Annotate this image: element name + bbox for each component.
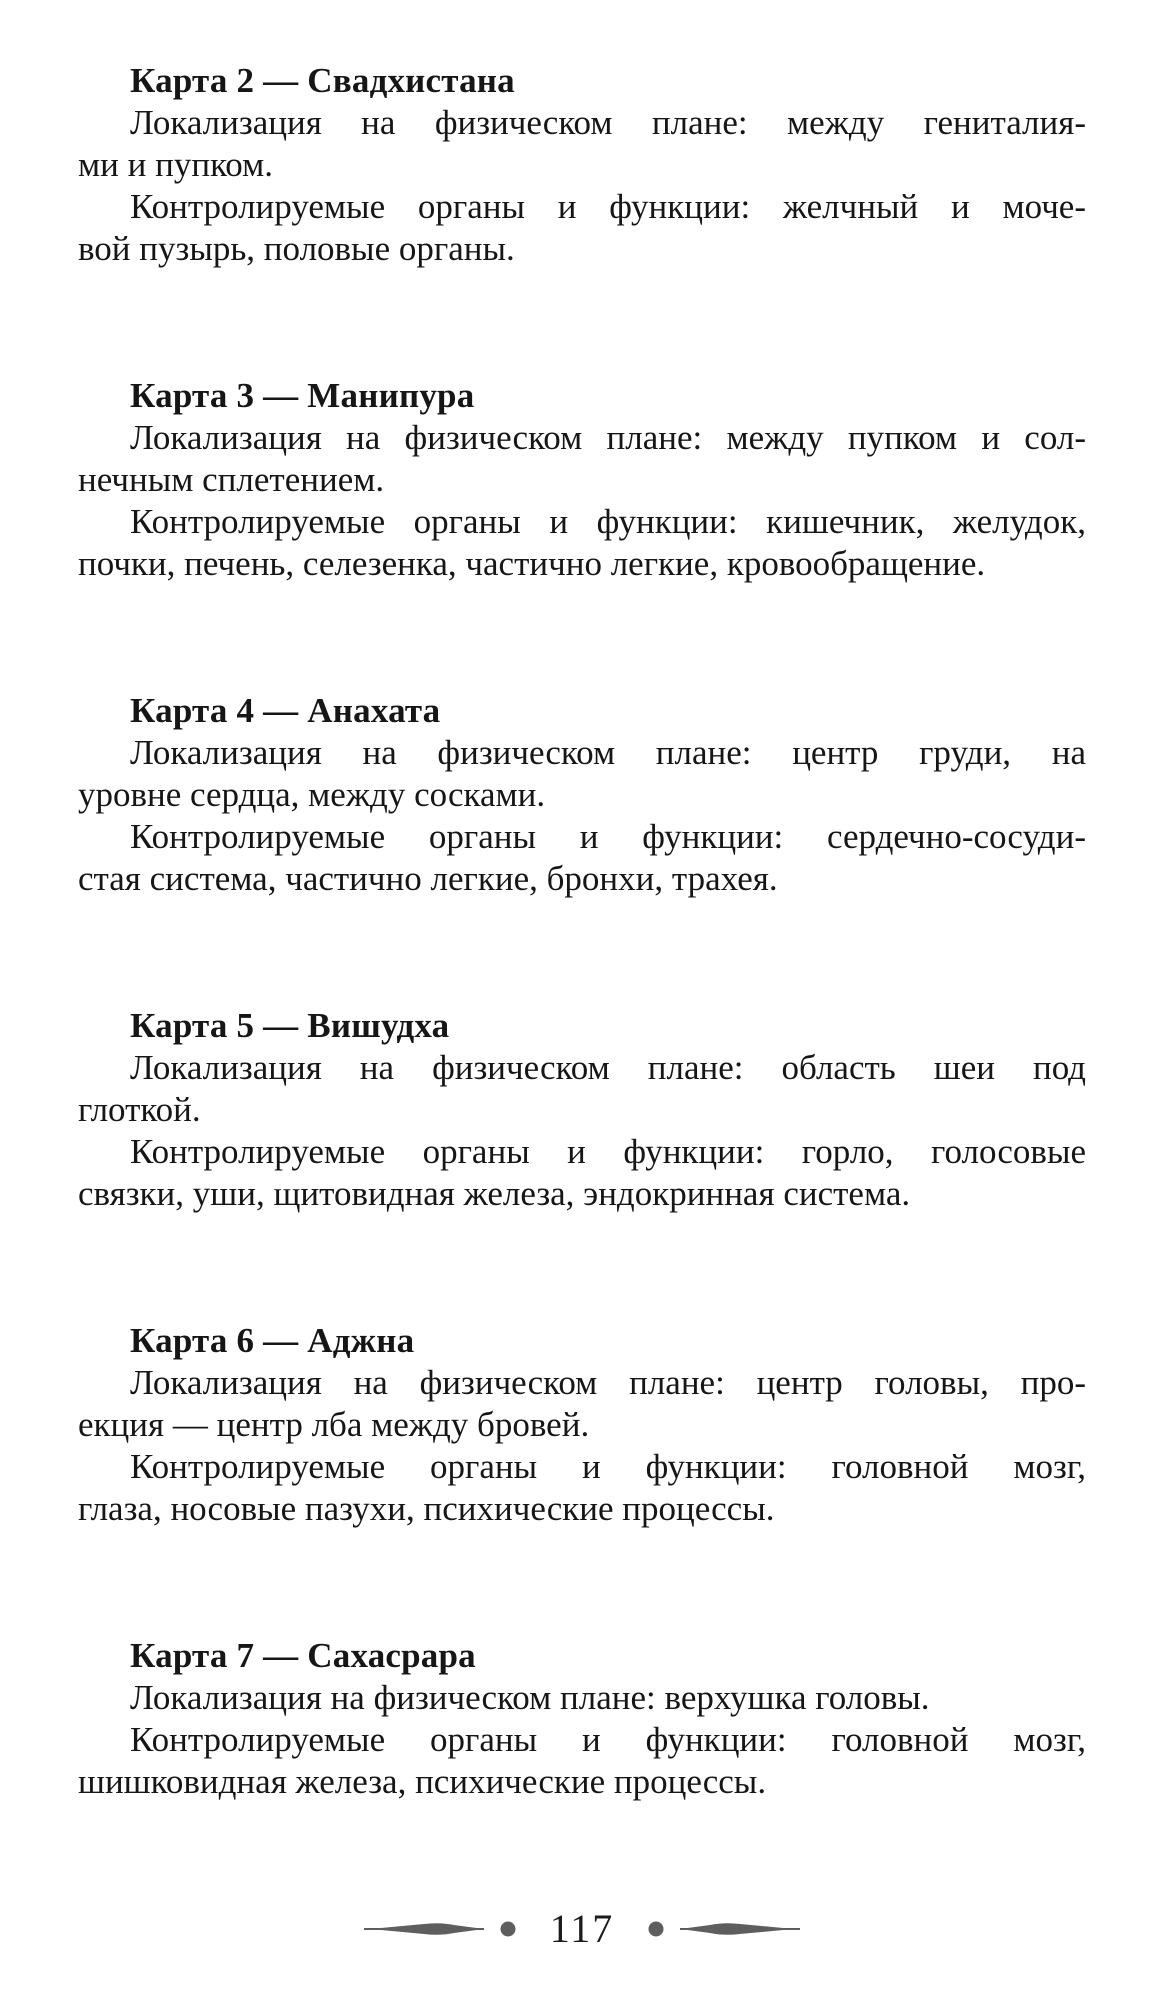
page-number: 117 — [549, 1906, 615, 1951]
section-chakra-3 — [78, 375, 1086, 585]
text-line: Локализация на физическом плане: центр головы, про- — [130, 1363, 1086, 1402]
paragraph-localization — [78, 1047, 1086, 1131]
section-heading: Карта 6 — Аджна — [130, 1321, 415, 1360]
text-line: Локализация на физическом плане: область шеи под — [130, 1048, 1086, 1087]
text-line: Контролируемые органы и функции: сердечно-сосуди- — [130, 817, 1086, 856]
paragraph-organs — [78, 1446, 1086, 1530]
paragraph-organs — [78, 1719, 1086, 1803]
text-line: связки, уши, щитовидная железа, эндокринная система. — [78, 1174, 911, 1213]
section-heading: Карта 2 — Свадхистана — [130, 61, 515, 100]
paragraph-localization — [78, 417, 1086, 501]
text-line: Локализация на физическом плане: верхушка головы. — [130, 1678, 930, 1717]
text-line: ми и пупком. — [78, 145, 274, 184]
text-line: Контролируемые органы и функции: головной мозг, — [130, 1447, 1086, 1486]
text-line: Контролируемые органы и функции: горло, голосовые — [130, 1132, 1086, 1171]
section-heading: Карта 3 — Манипура — [130, 376, 475, 415]
text-line: Контролируемые органы и функции: желчный и моче- — [130, 187, 1086, 226]
section-chakra-6 — [78, 1320, 1086, 1530]
text-line: Локализация на физическом плане: центр груди, на — [130, 733, 1086, 772]
section-heading: Карта 4 — Анахата — [130, 691, 441, 730]
paragraph-localization — [78, 732, 1086, 816]
page-footer — [78, 1907, 1086, 1951]
paragraph-organs — [78, 186, 1086, 270]
divider-ornament-right-icon — [644, 1920, 802, 1938]
text-line: нечным сплетением. — [78, 460, 385, 499]
section-chakra-2 — [78, 60, 1086, 270]
section-chakra-4 — [78, 690, 1086, 900]
text-line: шишковидная железа, психические процессы. — [78, 1762, 767, 1801]
text-line: вой пузырь, половые органы. — [78, 229, 515, 268]
paragraph-localization — [78, 102, 1086, 186]
section-heading: Карта 7 — Сахасрара — [130, 1636, 476, 1675]
text-line: екция — центр лба между бровей. — [78, 1405, 590, 1444]
paragraph-organs — [78, 816, 1086, 900]
text-line: уровне сердца, между сосками. — [78, 775, 546, 814]
text-line: Контролируемые органы и функции: кишечник, желудок, — [130, 502, 1086, 541]
text-line: почки, печень, селезенка, частично легкие, кровообращение. — [78, 544, 986, 583]
text-line: Контролируемые органы и функции: головной мозг, — [130, 1720, 1086, 1759]
text-line: Локализация на физическом плане: между гениталия- — [130, 103, 1086, 142]
paragraph-organs — [78, 501, 1086, 585]
paragraph-localization — [78, 1362, 1086, 1446]
section-chakra-7 — [78, 1635, 1086, 1803]
text-line: глоткой. — [78, 1090, 201, 1129]
paragraph-localization — [78, 1677, 1086, 1719]
divider-ornament-left-icon — [362, 1920, 520, 1938]
text-line: Локализация на физическом плане: между пупком и сол- — [130, 418, 1086, 457]
text-line: стая система, частично легкие, бронхи, трахея. — [78, 859, 778, 898]
section-heading: Карта 5 — Вишудха — [130, 1006, 450, 1045]
text-line: глаза, носовые пазухи, психические процессы. — [78, 1489, 775, 1528]
section-chakra-5 — [78, 1005, 1086, 1215]
paragraph-organs — [78, 1131, 1086, 1215]
